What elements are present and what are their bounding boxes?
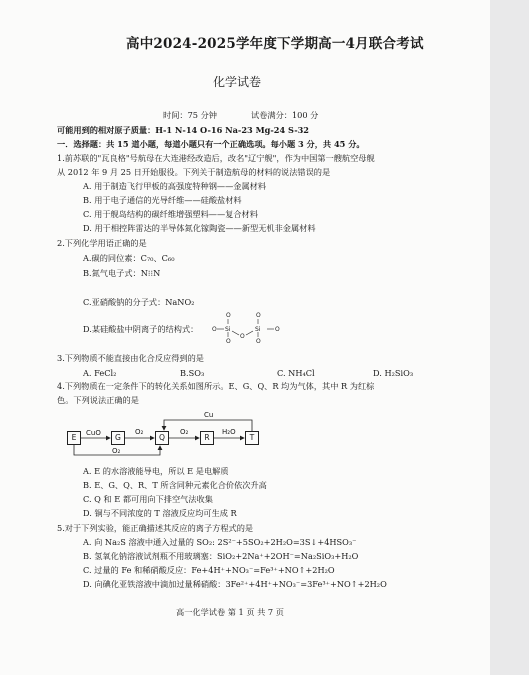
q3-stem: 3.下列物质不能直接由化合反应得到的是 bbox=[57, 353, 204, 363]
q1-option-a: A. 用于制造飞行甲板的高强度特种钢——金属材料 bbox=[83, 181, 267, 191]
q5-stem: 5.对于下列实验，能正确描述其反应的离子方程式的是 bbox=[57, 523, 254, 533]
q1-option-c: C. 用于舰岛结构的碳纤维增强塑料——复合材料 bbox=[83, 209, 258, 219]
q3-option-d: D. H₂SiO₃ bbox=[373, 368, 414, 378]
label-cu: Cu bbox=[204, 411, 214, 419]
q5-option-c: C. 过量的 Fe 和稀硝酸反应：Fe+4H⁺+NO₃⁻=Fe³⁺+NO↑+2H₂O bbox=[83, 565, 335, 575]
q1-option-b: B. 用于电子通信的光导纤维——硅酸盐材料 bbox=[83, 195, 242, 205]
label-o2-q-r: O₂ bbox=[180, 428, 189, 436]
svg-text:O: O bbox=[226, 312, 231, 319]
svg-text:O: O bbox=[275, 326, 280, 333]
exam-title: 高中2024-2025学年度下学期高一4月联合考试 bbox=[126, 36, 424, 52]
q1-stem-line1: 1.前苏联的"瓦良格"号航母在大连港经改造后，改名"辽宁舰"，作为中国第一艘航空母舰 bbox=[57, 153, 375, 163]
subject-title: 化学试卷 bbox=[213, 75, 262, 89]
exam-time: 时间：75 分钟 bbox=[163, 110, 217, 120]
q4-option-a: A. E 的水溶液能导电，所以 E 是电解质 bbox=[83, 466, 229, 476]
q4-option-b: B. E、G、Q、R、T 所含同种元素化合价依次升高 bbox=[83, 480, 267, 490]
full-score: 试卷满分：100 分 bbox=[251, 110, 319, 120]
node-t: T bbox=[245, 431, 259, 445]
atomic-masses: 可能用到的相对原子质量：H-1 N-14 O-16 Na-23 Mg-24 S-32 bbox=[57, 125, 309, 135]
svg-text:Si: Si bbox=[255, 326, 261, 333]
node-g: G bbox=[111, 431, 125, 445]
q4-stem-line1: 4.下列物质在一定条件下的转化关系如图所示。E、G、Q、R 均为气体，其中 R 为红棕 bbox=[57, 381, 375, 391]
q2-stem: 2.下列化学用语正确的是 bbox=[57, 238, 147, 248]
q3-option-a: A. FeCl₂ bbox=[83, 368, 117, 378]
svg-text:O: O bbox=[240, 333, 245, 340]
q3-option-c: C. NH₄Cl bbox=[277, 368, 315, 378]
q2-option-b: B.氮气电子式：N⁝⁝N bbox=[83, 268, 161, 278]
q4-option-c: C. Q 和 E 都可用向下排空气法收集 bbox=[83, 494, 213, 504]
svg-text:O: O bbox=[256, 312, 261, 319]
q2-option-a: A.碳的同位素：C₇₀、C₆₀ bbox=[83, 253, 175, 263]
q5-option-b: B. 氢氧化钠溶液试剂瓶不用玻璃塞：SiO₂+2Na⁺+2OH⁻=Na₂SiO₃+H₂O bbox=[83, 551, 359, 561]
q4-stem-line2: 色。下列说法正确的是 bbox=[57, 395, 139, 405]
svg-text:O: O bbox=[226, 338, 231, 345]
label-o2-g-q: O₂ bbox=[135, 428, 144, 436]
svg-text:O: O bbox=[256, 338, 261, 345]
q2-option-c: C.亚硝酸钠的分子式：NaNO₂ bbox=[83, 297, 195, 307]
label-h2o: H₂O bbox=[222, 428, 236, 436]
q4-option-d: D. 铜与不同浓度的 T 溶液反应均可生成 R bbox=[83, 508, 237, 518]
node-q: Q bbox=[155, 431, 169, 445]
q5-option-d: D. 向碘化亚铁溶液中滴加过量稀硝酸：3Fe²⁺+4H⁺+NO₃⁻=3Fe³⁺+NO↑+2H₂O bbox=[83, 579, 387, 589]
label-o2-e-q: O₂ bbox=[112, 447, 121, 455]
q2-option-d: D.某硅酸盐中阴离子的结构式： bbox=[83, 324, 199, 334]
label-cuo: CuO bbox=[86, 429, 101, 437]
q1-option-d: D. 用于相控阵雷达的半导体氮化镓陶瓷——新型无机非金属材料 bbox=[83, 223, 316, 233]
section-heading: 一．选择题：共 15 道小题，每道小题只有一个正确选项。每小题 3 分，共 45 分。 bbox=[57, 139, 365, 149]
page-footer: 高一化学试卷 第 1 页 共 7 页 bbox=[176, 607, 284, 617]
svg-text:Si: Si bbox=[225, 326, 231, 333]
viewer-background bbox=[490, 0, 529, 675]
node-r: R bbox=[200, 431, 214, 445]
q1-stem-line2: 从 2012 年 9 月 25 日开始服役。下列关于制造航母的材料的说法错误的是 bbox=[57, 167, 331, 177]
q5-option-a: A. 向 Na₂S 溶液中通入过量的 SO₂: 2S²⁻+5SO₂+2H₂O=3S↓+4HSO₃⁻ bbox=[83, 537, 357, 547]
svg-text:O: O bbox=[212, 326, 217, 333]
q3-option-b: B.SO₃ bbox=[180, 368, 205, 378]
node-e: E bbox=[67, 431, 81, 445]
